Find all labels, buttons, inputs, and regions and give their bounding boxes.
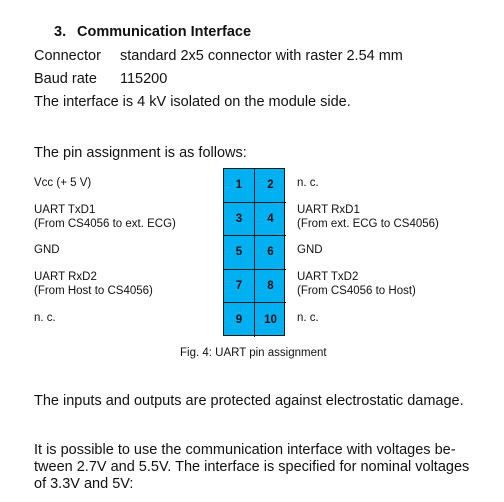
- pin-number: 4: [255, 203, 286, 237]
- voltage-paragraph: [34, 442, 469, 493]
- pin-desc-right-4: [297, 203, 439, 231]
- pin-desc-line: n. c.: [34, 312, 56, 324]
- pin-desc-right-10: [297, 311, 319, 325]
- figure-caption: Fig. 4: UART pin assignment: [180, 347, 327, 359]
- pin-desc-line: UART TxD1: [34, 204, 96, 216]
- pin-desc-line: Vcc (+ 5 V): [34, 177, 92, 189]
- spec-label-connector: Connector: [34, 48, 101, 64]
- pin-desc-subline: (From ext. ECG to CS4056): [297, 218, 439, 230]
- pin-desc-right-6: [297, 243, 323, 257]
- pin-number: 1: [224, 169, 255, 203]
- pin-number: 9: [224, 303, 255, 337]
- pin-desc-left-1: [34, 176, 91, 190]
- pin-number: 6: [255, 236, 286, 270]
- pin-desc-line: n. c.: [297, 177, 319, 189]
- pin-intro: The pin assignment is as follows:: [34, 145, 247, 161]
- pin-desc-left-5: [34, 243, 60, 257]
- pin-desc-subline: (From CS4056 to ext. ECG): [34, 218, 176, 230]
- protection-text: The inputs and outputs are protected against electrostatic damage.: [34, 393, 464, 409]
- pin-desc-right-2: [297, 176, 319, 190]
- pin-desc-line: n. c.: [297, 312, 319, 324]
- pin-desc-right-8: [297, 270, 416, 298]
- paragraph-line: of 3.3V and 5V:: [34, 476, 134, 492]
- pin-desc-left-3: [34, 203, 176, 231]
- paragraph-line: It is possible to use the communication interface with voltages be-: [34, 442, 456, 458]
- pin-desc-left-7: [34, 270, 153, 298]
- pin-desc-line: UART RxD2: [34, 271, 97, 283]
- pin-desc-line: UART TxD2: [297, 271, 359, 283]
- isolation-text: The interface is 4 kV isolated on the module side.: [34, 94, 351, 110]
- section-title: Communication Interface: [77, 24, 252, 40]
- spec-value-connector: standard 2x5 connector with raster 2.54 mm: [120, 48, 403, 64]
- pin-desc-left-9: [34, 311, 56, 325]
- pin-number: 5: [224, 236, 255, 270]
- spec-label-baud-rate: Baud rate: [34, 71, 97, 87]
- pin-desc-subline: (From Host to CS4056): [34, 285, 153, 297]
- pin-grid: [223, 168, 285, 336]
- paragraph-line: tween 2.7V and 5.5V. The interface is specified for nominal voltages: [34, 459, 470, 475]
- section-number: 3.: [54, 24, 67, 40]
- pin-number: 2: [255, 169, 286, 203]
- pin-number: 8: [255, 270, 286, 304]
- pin-desc-line: GND: [297, 244, 323, 256]
- pin-desc-line: UART RxD1: [297, 204, 360, 216]
- pin-desc-line: GND: [34, 244, 60, 256]
- pin-number: 3: [224, 203, 255, 237]
- spec-value-baud-rate: 115200: [120, 71, 168, 87]
- pin-number: 7: [224, 270, 255, 304]
- pin-desc-subline: (From CS4056 to Host): [297, 285, 416, 297]
- pin-number: 10: [264, 314, 277, 327]
